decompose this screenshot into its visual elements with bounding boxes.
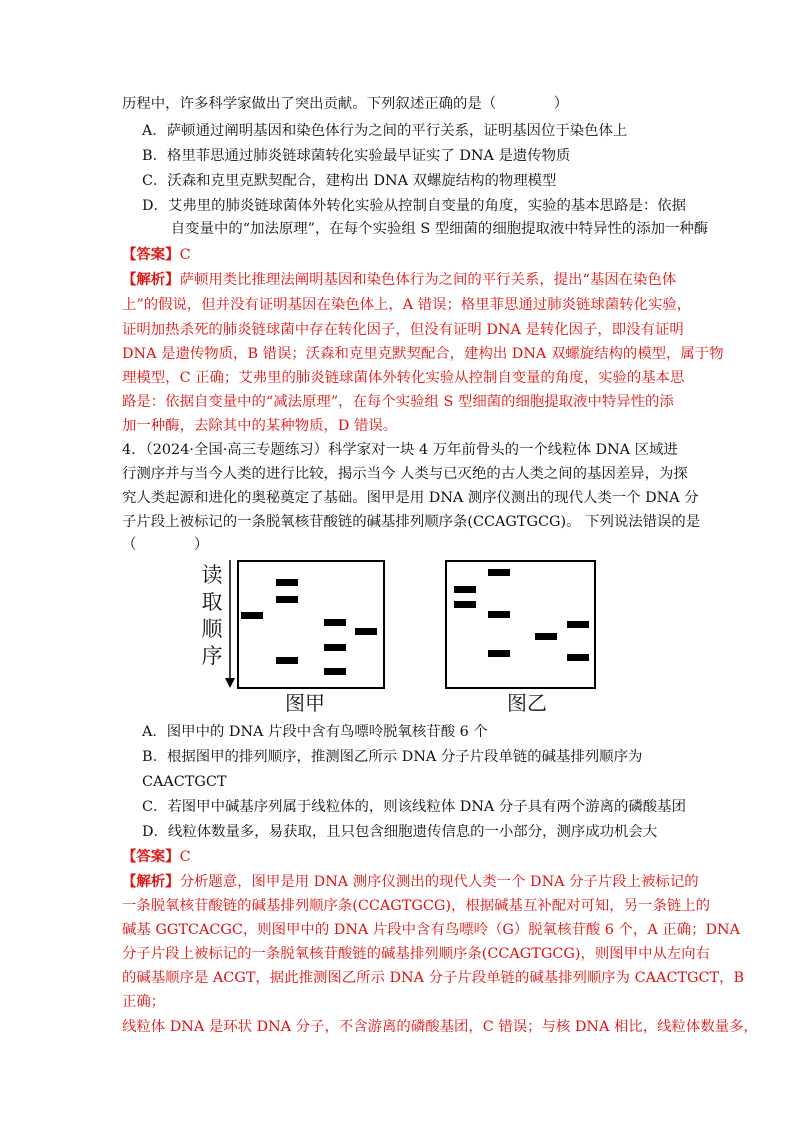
gel-yi-band [535,633,557,640]
read-order-label-3: 顺 [201,617,223,641]
q4-stem-line-5: （ ） [122,537,209,553]
gel-yi-caption: 图乙 [507,691,547,715]
q4-analysis-line-7: 线粒体 DNA 是环状 DNA 分子，不含游离的磷酸基团，C 错误；与核 DNA 相比，线粒体数量多， [122,1019,758,1035]
q3-analysis-line-5: 理模型，C 正确；艾弗里的肺炎链球菌体外转化实验从控制自变量的角度，实验的基本思 [122,370,685,386]
q3-option-a: A．萨顿通过阐明基因和染色体行为之间的平行关系，证明基因位于染色体上 [142,123,628,139]
q3-option-b: B．格里菲思通过肺炎链球菌转化实验最早证实了 DNA 是遗传物质 [142,148,571,164]
q3-option-d: D．艾弗里的肺炎链球菌体外转化实验从控制自变量的角度，实验的基本思路是：依据 [142,198,686,214]
gel-jia-caption: 图甲 [285,691,325,715]
read-direction-arrow [223,560,237,690]
analysis-label: 【解析】 [122,271,180,288]
q3-analysis-line-6: 路是：依据自变量中的“减法原理”，在每个实验组 S 型细菌的细胞提取液中特异性的添 [122,394,674,410]
q4-stem-line-1: 4．（2024·全国·高三专题练习）科学家对一块 4 万年前骨头的一个线粒体 DNA 区域进 [122,442,678,458]
q3-analysis-line-3: 证明加热杀死的肺炎链球菌中存在转化因子，但没有证明 DNA 是转化因子，即没有证明 [122,322,684,338]
analysis-text: 萨顿用类比推理法阐明基因和染色体行为之间的平行关系，提出“基因在染色体 [179,272,677,288]
q4-analysis-line-1 [122,872,699,892]
gel-yi-band [454,601,476,608]
gel-yi [445,560,596,689]
q4-option-b-cont: CAACTGCT [142,774,227,790]
gel-jia [237,560,385,689]
analysis-label: 【解析】 [122,873,180,890]
q4-analysis-line-5: 的碱基顺序是 ACGT，据此推测图乙所示 DNA 分子片段单链的碱基排列顺序为 CAACTGCT，B [122,970,745,986]
q3-analysis-line-7: 加一种酶，去除其中的某种物质，D 错误。 [122,418,398,434]
gel-jia-band [324,668,346,675]
gel-jia-band [241,612,263,619]
q4-option-b: B．根据图甲的排列顺序，推测图乙所示 DNA 分子片段单链的碱基排列顺序为 [142,749,643,765]
read-order-label-4: 序 [201,644,223,668]
q4-analysis-line-3: 碱基 GGTCACGC，则图甲中的 DNA 片段中含有鸟嘌呤（G）脱氧核苷酸 6 个，A 正确；DNA [122,922,740,938]
gel-yi-band [454,586,476,593]
q3-answer [122,245,191,265]
gel-yi-band [488,611,510,618]
q3-analysis-line-1 [122,270,676,290]
answer-label: 【答案】 [122,848,180,865]
q4-analysis-line-6: 正确； [122,994,166,1010]
answer-label: 【答案】 [122,246,180,263]
gel-jia-band [276,579,298,586]
gel-yi-band [488,569,510,576]
q4-option-d: D．线粒体数量多，易获取，且只包含细胞遗传信息的一小部分，测序成功机会大 [142,824,658,840]
q4-stem-line-4: 子片段上被标记的一条脱氧核苷酸链的碱基排列顺序条(CCAGTGCG)。 下列说法错误的是 [122,514,701,530]
gel-jia-band [355,628,377,635]
answer-value: C [179,247,191,263]
q4-analysis-line-2: 一条脱氧核苷酸链的碱基排列顺序条(CCAGTGCG)，根据碱基互补配对可知，另一条链上的 [122,898,711,914]
gel-jia-band [324,619,346,626]
read-order-label-2: 取 [201,590,223,614]
q4-stem-line-2: 行测序并与当今人类的进行比较，揭示当今 人类与已灭绝的古人类之间的基因差异，为探 [122,466,688,482]
answer-value: C [179,849,191,865]
q4-option-c: C．若图甲中碱基序列属于线粒体的，则该线粒体 DNA 分子具有两个游离的磷酸基团 [142,799,686,815]
gel-jia-band [276,657,298,664]
gel-yi-band [488,650,510,657]
read-order-label-1: 读 [201,563,223,587]
gel-jia-band [324,644,346,651]
gel-jia-band [276,596,298,603]
sequencing-figure [195,560,615,720]
gel-yi-band [567,621,589,628]
q3-stem-tail: 历程中，许多科学家做出了突出贡献。下列叙述正确的是（ ） [122,96,569,112]
q4-stem-line-3: 究人类起源和进化的奥秘奠定了基础。图甲是用 DNA 测序仪测出的现代人类一个 DNA 分 [122,490,699,506]
q4-analysis-line-4: 分子片段上被标记的一条脱氧核苷酸链的碱基排列顺序条(CCAGTGCG)，则图甲中从左向右 [122,946,711,962]
gel-yi-band [567,654,589,661]
q3-option-c: C．沃森和克里克默契配合，建构出 DNA 双螺旋结构的物理模型 [142,173,557,189]
q3-analysis-line-2: 上”的假说，但并没有证明基因在染色体上，A 错误；格里菲思通过肺炎链球菌转化实验， [122,297,692,313]
analysis-text: 分析题意，图甲是用 DNA 测序仪测出的现代人类一个 DNA 分子片段上被标记的 [179,874,699,890]
q4-option-a: A．图甲中的 DNA 片段中含有鸟嘌呤脱氧核苷酸 6 个 [142,724,488,740]
q3-analysis-line-4: DNA 是遗传物质，B 错误；沃森和克里克默契配合，建构出 DNA 双螺旋结构的模型，属于物 [122,346,724,362]
q3-option-d-cont: 自变量中的“加法原理”，在每个实验组 S 型细菌的细胞提取液中特异性的添加一种酶 [142,221,709,237]
q4-answer [122,847,191,867]
